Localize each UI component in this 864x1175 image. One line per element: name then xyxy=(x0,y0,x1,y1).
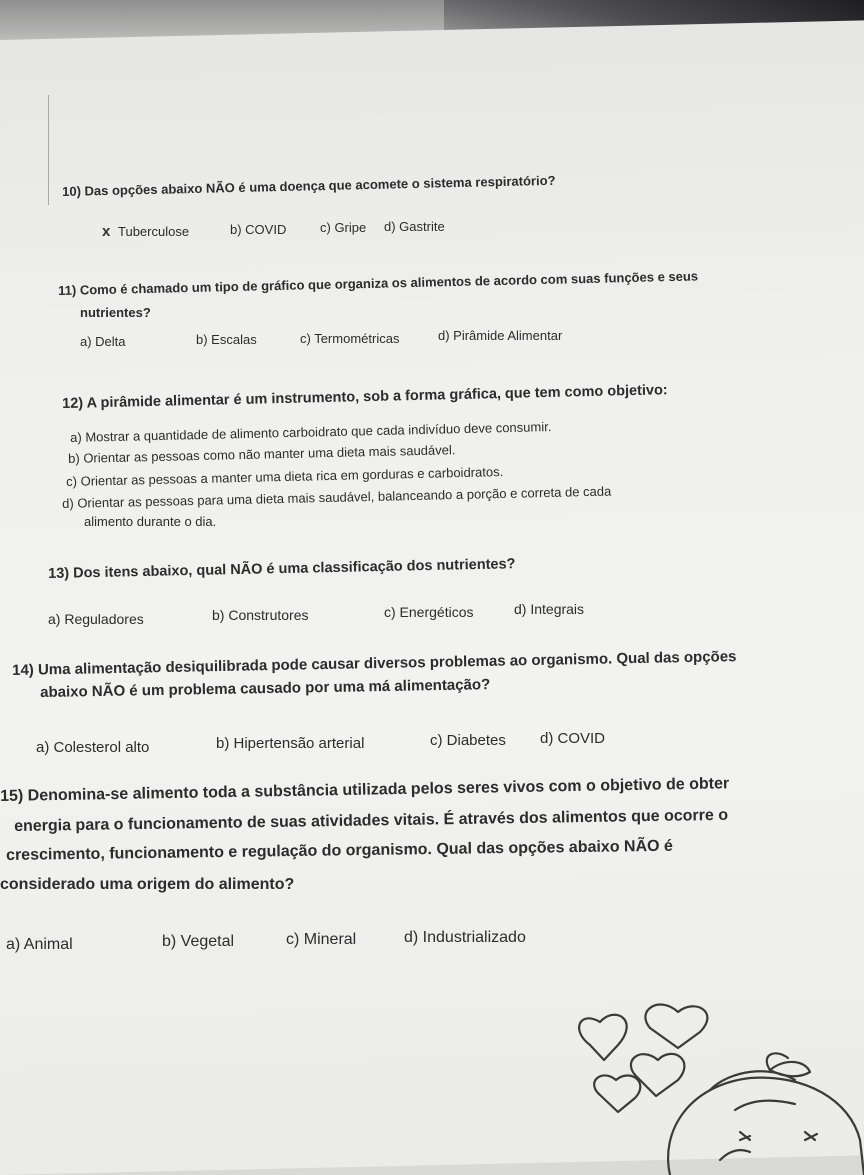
hearts-girl-illustration xyxy=(560,1000,864,1175)
question-11-title-line1: 11) Como é chamado um tipo de gráfico que organiza os alimentos de acordo com suas funções e seus xyxy=(58,268,699,298)
option-d: d) Industrializado xyxy=(404,929,526,946)
question-11-title-line2: nutrientes? xyxy=(80,305,151,320)
question-12-title: 12) A pirâmide alimentar é um instrumento, sob a forma gráfica, que tem como objetivo: xyxy=(62,382,668,412)
option-c: c) Gripe xyxy=(320,220,367,235)
question-15-line2: energia para o funcionamento de suas atividades vitais. É através dos alimentos que ocorre o xyxy=(14,806,729,835)
option-b: b) Construtores xyxy=(212,607,309,623)
question-14-title-line1: 14) Uma alimentação desiquilibrada pode causar diversos problemas ao organismo. Qual das opções xyxy=(12,648,737,679)
heart-icon xyxy=(594,1075,640,1112)
option-d: d) Gastrite xyxy=(384,219,445,234)
option-b: b) Hipertensão arterial xyxy=(216,735,365,752)
handwritten-mark: x xyxy=(102,223,111,240)
option-a: a) Colesterol alto xyxy=(36,739,150,756)
option-d-continued: alimento durante o dia. xyxy=(84,514,217,529)
option-c: c) Diabetes xyxy=(430,732,506,749)
option-c: c) Energéticos xyxy=(384,604,474,620)
option-a: Tuberculose xyxy=(118,224,190,239)
option-d: d) COVID xyxy=(540,730,606,747)
heart-icon xyxy=(579,1015,627,1060)
question-10-title: 10) Das opções abaixo NÃO é uma doença que acomete o sistema respiratório? xyxy=(62,172,556,199)
option-a: a) Reguladores xyxy=(48,611,144,627)
option-a: a) Delta xyxy=(80,334,126,349)
heart-icon xyxy=(645,1005,707,1048)
question-15-line4: considerado uma origem do alimento? xyxy=(0,876,295,893)
option-b: b) Vegetal xyxy=(162,933,235,950)
option-a: a) Mostrar a quantidade de alimento carboidrato que cada indivíduo deve consumir. xyxy=(70,419,552,445)
option-c: c) Orientar as pessoas a manter uma dieta rica em gorduras e carboidratos. xyxy=(66,464,504,489)
option-c: c) Termométricas xyxy=(300,331,400,346)
option-d: d) Orientar as pessoas para uma dieta mais saudável, balanceando a porção e correta de cada xyxy=(62,483,612,511)
question-14-title-line2: abaixo NÃO é um problema causado por uma má alimentação? xyxy=(40,676,491,701)
option-b: b) COVID xyxy=(230,222,287,237)
question-13-title: 13) Dos itens abaixo, qual NÃO é uma classificação dos nutrientes? xyxy=(48,556,516,582)
option-c: c) Mineral xyxy=(286,931,357,948)
question-15-line1: 15) Denomina-se alimento toda a substância utilizada pelos seres vivos com o objetivo de obter xyxy=(0,775,730,805)
option-b: b) Orientar as pessoas como não manter uma dieta mais saudável. xyxy=(68,442,456,466)
option-d: d) Integrais xyxy=(514,601,585,617)
option-d: d) Pirâmide Alimentar xyxy=(438,328,563,343)
option-a: a) Animal xyxy=(6,936,73,953)
question-15-line3: crescimento, funcionamento e regulação do organismo. Qual das opções abaixo NÃO é xyxy=(6,837,674,864)
option-b: b) Escalas xyxy=(196,332,257,347)
